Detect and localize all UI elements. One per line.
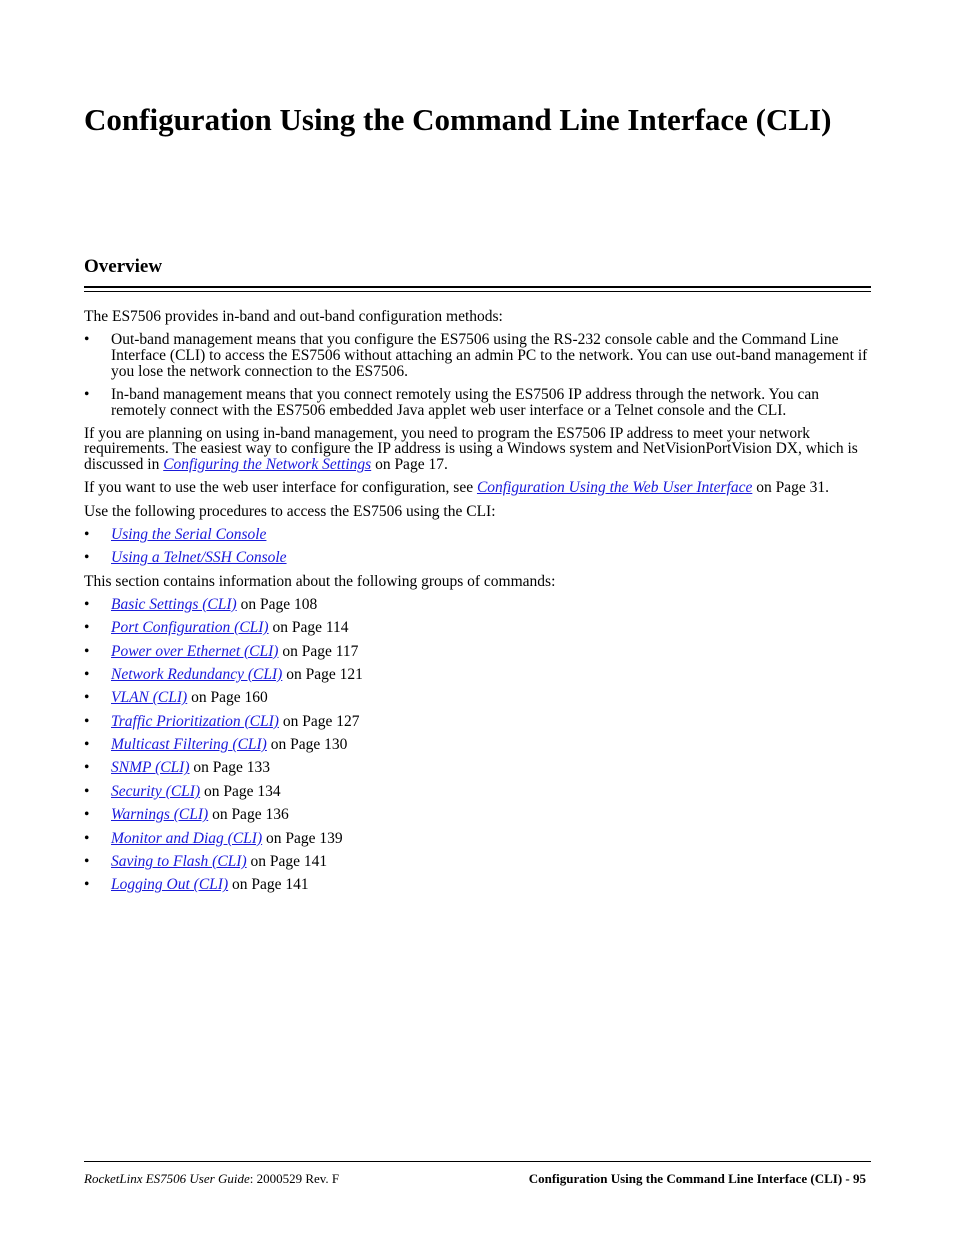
groups-paragraph: This section contains information about the following groups of commands: xyxy=(84,572,556,590)
telnet-ssh-console-link[interactable]: Using a Telnet/SSH Console xyxy=(111,549,287,567)
paragraph-text: on Page 31. xyxy=(752,479,829,497)
bullet-icon: • xyxy=(84,759,90,777)
methods-list xyxy=(84,332,870,418)
page-reference: on Page 114 xyxy=(268,619,349,637)
list-item xyxy=(84,387,870,418)
access-list xyxy=(84,527,870,566)
list-item-text: In-band management means that you connect remotely using the ES7506 IP address through the network. You can remotely connect with the ES7506 embedded Java applet web user interface or a Telnet console and the CLI. xyxy=(111,385,819,419)
bullet-icon: • xyxy=(84,595,90,613)
page-reference: on Page 160 xyxy=(187,689,268,707)
list-item xyxy=(84,760,870,776)
section-heading: Overview xyxy=(84,256,163,277)
list-item xyxy=(84,597,870,613)
footer-doc-number: : 2000529 Rev. F xyxy=(249,1171,340,1186)
bullet-icon: • xyxy=(84,525,90,543)
bullet-icon: • xyxy=(84,385,90,403)
page-reference: on Page 139 xyxy=(262,829,343,847)
list-item xyxy=(84,877,870,893)
serial-console-link[interactable]: Using the Serial Console xyxy=(111,525,267,543)
paragraph-text: If you are planning on using in-band management, you need to program the ES7506 IP address to meet your network requirements. The easiest way to configure the IP address is using a Windows system and NetVisionPortVision DX, which is discussed in xyxy=(84,424,858,474)
intro-paragraph: The ES7506 provides in-band and out-band configuration methods: xyxy=(84,308,503,325)
monitor-and-diag-link[interactable]: Monitor and Diag (CLI) xyxy=(111,829,263,847)
network-redundancy-link[interactable]: Network Redundancy (CLI) xyxy=(111,665,283,683)
paragraph-text: on Page 17. xyxy=(371,456,448,474)
bullet-icon: • xyxy=(84,782,90,800)
warnings-link[interactable]: Warnings (CLI) xyxy=(111,806,209,824)
list-item xyxy=(84,854,870,870)
heading-rule-thick xyxy=(84,286,871,288)
web-interface-link[interactable]: Configuration Using the Web User Interface xyxy=(476,479,753,497)
paragraph-text: If you want to use the web user interface for configuration, see xyxy=(84,479,477,497)
bullet-icon: • xyxy=(84,853,90,871)
list-item xyxy=(84,690,870,706)
page-reference: on Page 108 xyxy=(236,595,318,613)
saving-to-flash-link[interactable]: Saving to Flash (CLI) xyxy=(111,853,247,871)
web-paragraph xyxy=(84,480,870,496)
page-reference: on Page 134 xyxy=(200,782,281,800)
list-item xyxy=(84,784,870,800)
list-item xyxy=(84,667,870,683)
body-content xyxy=(84,309,870,901)
snmp-link[interactable]: SNMP (CLI) xyxy=(111,759,190,777)
page-reference: on Page 136 xyxy=(208,806,289,824)
list-item xyxy=(84,831,870,847)
page-reference: on Page 127 xyxy=(278,712,360,730)
bullet-icon: • xyxy=(84,665,90,683)
list-item xyxy=(84,714,870,730)
bullet-icon: • xyxy=(84,619,90,637)
list-item xyxy=(84,737,870,753)
list-item xyxy=(84,807,870,823)
port-configuration-link[interactable]: Port Configuration (CLI) xyxy=(111,619,269,637)
list-item xyxy=(84,620,870,636)
bullet-icon: • xyxy=(84,331,90,349)
inband-paragraph xyxy=(84,426,870,473)
bullet-icon: • xyxy=(84,689,90,707)
vlan-link[interactable]: VLAN (CLI) xyxy=(111,689,188,707)
list-item-text: Out-band management means that you configure the ES7506 using the RS-232 console cable and the Command Line Interface (CLI) to access the ES7506 without attaching an admin PC to the network. You can use out-band management if you lose the network connection to the ES7506. xyxy=(111,331,868,380)
basic-settings-link[interactable]: Basic Settings (CLI) xyxy=(111,595,237,613)
list-item xyxy=(84,527,870,543)
security-link[interactable]: Security (CLI) xyxy=(111,782,201,800)
access-paragraph: Use the following procedures to access the ES7506 using the CLI: xyxy=(84,502,496,520)
list-item xyxy=(84,550,870,566)
footer-doc-title: RocketLinx ES7506 User Guide xyxy=(84,1171,250,1186)
page-reference: on Page 117 xyxy=(278,642,359,660)
logging-out-link[interactable]: Logging Out (CLI) xyxy=(111,876,229,894)
bullet-icon: • xyxy=(84,876,90,894)
page-reference: on Page 141 xyxy=(246,853,328,871)
page-reference: on Page 130 xyxy=(266,736,348,754)
heading-rule-thin xyxy=(84,291,871,292)
bullet-icon: • xyxy=(84,806,90,824)
page-reference: on Page 133 xyxy=(189,759,271,777)
command-groups-list xyxy=(84,597,870,893)
list-item xyxy=(84,332,870,379)
bullet-icon: • xyxy=(84,829,90,847)
bullet-icon: • xyxy=(84,549,90,567)
multicast-filtering-link[interactable]: Multicast Filtering (CLI) xyxy=(111,736,267,754)
bullet-icon: • xyxy=(84,712,90,730)
footer-left xyxy=(84,1171,339,1187)
list-item xyxy=(84,644,870,660)
page-reference: on Page 141 xyxy=(228,876,309,894)
page-reference: on Page 121 xyxy=(282,665,363,683)
power-over-ethernet-link[interactable]: Power over Ethernet (CLI) xyxy=(111,642,279,660)
bullet-icon: • xyxy=(84,736,90,754)
traffic-prioritization-link[interactable]: Traffic Prioritization (CLI) xyxy=(111,712,279,730)
network-settings-link[interactable]: Configuring the Network Settings xyxy=(163,456,372,474)
footer-page-label: Configuration Using the Command Line Interface (CLI) - 95 xyxy=(528,1171,866,1186)
footer-rule xyxy=(84,1161,871,1162)
bullet-icon: • xyxy=(84,642,90,660)
page-title: Configuration Using the Command Line Interface (CLI) xyxy=(84,102,832,137)
